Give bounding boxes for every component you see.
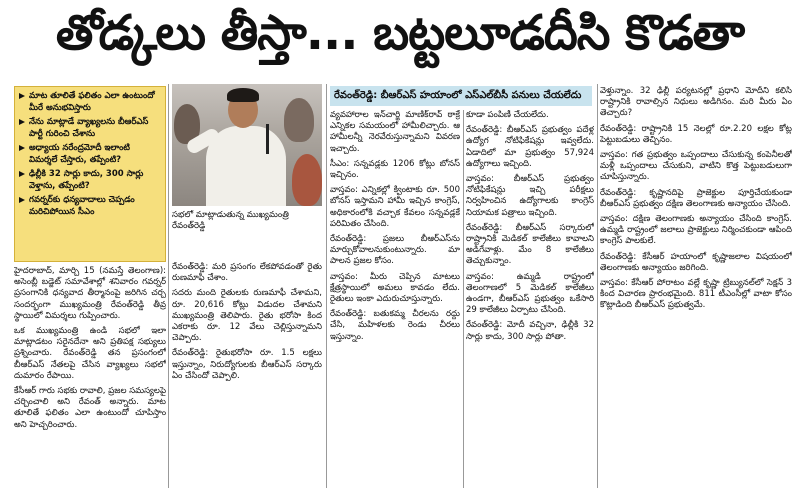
paragraph: వాస్తవం: బీఆర్ఎస్ ప్రభుత్వం నోటిఫికేషన్లు ఇచ్చి పరీక్షలు నిర్వహించిన ఉద్యోగాలకు కాంగ్రెస్ నియామక పత్రాలు ఇచ్చింది. <box>466 174 594 218</box>
highlight-text: మాట తూలితే ఫలితం ఎలా ఉంటుందో మీరే అనుభవిస్తారు <box>29 91 155 113</box>
article-column-5 <box>600 86 792 488</box>
bullet-icon <box>19 119 25 125</box>
article-column-3 <box>330 110 460 488</box>
paragraph: కేసీఆర్ గారు సభకు రావాలి, ప్రజల సమస్యలపై చర్చించాలి అని రేవంత్ అన్నారు. మాట తూలితే ఫలితం ఎలా ఉంటుందో చూపిస్తాం అని హెచ్చరించారు. <box>14 386 166 430</box>
subheading: రేవంత్‌రెడ్డి: బీఆర్ఎస్ హయాంలో ఎస్ఎల్‌బీసీ పనులు చేయలేదు <box>330 86 592 106</box>
highlight-text: గవర్నర్‌కు ధన్యవాదాలు చెప్పడం మరిచిపోయిన సీఎం <box>29 195 135 217</box>
photo-caption: సభలో మాట్లాడుతున్న ముఖ్యమంత్రి రేవంత్‌రెడ్డి <box>172 210 289 231</box>
paragraph: రేవంత్‌రెడ్డి: రైతుభరోసా రూ. 1.5 లక్షలు ఇస్తున్నాం, నిరుద్యోగులకు బీఆర్ఎస్ సర్కారు ఏం చేసిందో చెప్పాలి. <box>172 348 322 381</box>
paragraph: ఒక ముఖ్యమంత్రి ఉండి సభలో ఇలా మాట్లాడటం సరైనదేనా అని ప్రతిపక్ష సభ్యులు ప్రశ్నించారు. రేవంత్‌రెడ్డి తన ప్రసంగంలో బీఆర్ఎస్ నేతలపై చేసిన వ్యాఖ్యలు సభలో దుమారం రేపాయి. <box>14 326 166 381</box>
paragraph: రేవంత్‌రెడ్డి: కేసీఆర్ హయాంలో కృష్ణాజలాల విషయంలో తెలంగాణకు అన్యాయం జరిగింది. <box>600 251 792 273</box>
paragraph: రేవంత్‌రెడ్డి: బీఆర్ఎస్ ప్రభుత్వం పదేళ్ల ఉద్యోగ నోటిఫికేషన్లు ఇవ్వలేదు. ఏడాదిలో మా ప్రభుత్వం 57,924 ఉద్యోగాలు ఇచ్చింది. <box>466 125 594 169</box>
article-column-4 <box>466 110 594 488</box>
highlight-item <box>19 195 161 218</box>
paragraph: హైదరాబాద్, మార్చి 15 (నమస్తే తెలంగాణ): అసెంబ్లీ బడ్జెట్ సమావేశాల్లో శనివారం గవర్నర్ ప్రసంగానికి ధన్యవాద తీర్మానంపై జరిగిన చర్చ సందర్భంగా ముఖ్యమంత్రి రేవంత్‌రెడ్డి తీవ్ర స్థాయిలో విమర్శలు గుప్పించారు. <box>14 266 166 321</box>
paragraph: రేవంత్‌రెడ్డి: మోదీ వచ్చినా, ఢిల్లీకి 32 సార్లు కాదు, 300 సార్లు పోతా. <box>466 320 594 342</box>
paragraph: వాస్తవం: ఉమ్మడి రాష్ట్రంలో తెలంగాణలో 5 మెడికల్ కాలేజీలు ఉండగా, బీఆర్ఎస్ ప్రభుత్వం ఒకేసారి 29 కాలేజీలు ఏర్పాటు చేసింది. <box>466 271 594 316</box>
article-column-2 <box>172 262 322 488</box>
column-divider <box>168 84 169 488</box>
background-person <box>284 98 314 142</box>
bullet-icon <box>19 145 25 151</box>
highlight-text: అధ్యాయ నరేంద్రమోదీ ఇలాంటి విమర్శలే చేస్తారు, తప్పేంటి? <box>29 143 130 165</box>
column-divider <box>326 84 327 488</box>
paragraph: వాస్తవం: ఎన్నికల్లో క్వింటాకు రూ. 500 బోనస్ ఇస్తామని హామీ ఇచ్చిన కాంగ్రెస్, అధికారంలోకి వచ్చాక కేవలం సన్నవడ్లకే పరిమితం చేసింది. <box>330 185 460 229</box>
article-column-1 <box>14 266 166 488</box>
highlight-item <box>19 169 161 192</box>
highlight-item <box>19 143 161 166</box>
bullet-icon <box>19 197 25 203</box>
highlight-text: ఢిల్లీకి 32 సార్లు కాదు, 300 సార్లు వెళ్తాను, తప్పేంటి? <box>29 169 144 191</box>
paragraph: రేవంత్‌రెడ్డి: ప్రజలు బీఆర్ఎస్‌ను మార్చుకోవాలనుకుంటున్నారు. మా పాలన ప్రజల కోసం. <box>330 234 460 267</box>
bullet-icon <box>19 93 25 99</box>
highlight-item <box>19 117 161 140</box>
paragraph: వాస్తవం: మీరు చెప్పిన మాటలు క్షేత్రస్థాయిలో అమలు కావడం లేదు. రైతులు ఇంకా ఎదురుచూస్తున్నారు. <box>330 271 460 305</box>
column-divider <box>597 84 598 488</box>
speaker-hair <box>227 88 259 102</box>
paragraph: వాస్తవం: దక్షిణ తెలంగాణకు అన్యాయం చేసింది కాంగ్రెస్. ఉమ్మడి రాష్ట్రంలో జలాలు ప్రాజెక్టులు నిర్మించకుండా ఆపింది కాంగ్రెస్ పాలకులే. <box>600 214 792 247</box>
paragraph: రేవంత్‌రెడ్డి: కృష్ణానదిపై ప్రాజెక్టుల పూర్తిచేయకుండా బీఆర్ఎస్ ప్రభుత్వం దక్షిణ తెలంగాణకు అన్యాయం చేసింది. <box>600 187 792 209</box>
paragraph: వాస్తవం: కేసీఆర్ పోరాటం వల్లే కృష్ణా ట్రిబ్యునల్‌లో సెక్షన్ 3 కింద విచారణ ప్రారంభమైంది. 811 టీఎంసీల్లో వాటా కోసం కొట్లాడింది బీఆర్ఎస్ ప్రభుత్వమే. <box>600 278 792 311</box>
highlight-item <box>19 91 161 114</box>
column-divider <box>463 110 464 488</box>
highlight-text: నేను మాట్లాడే వ్యాఖ్యలను బీఆర్ఎస్ పార్టీ గురించి చేశాను <box>29 117 149 139</box>
paragraph: వ్యవహారాల ఇన్‌చార్జి మాణిక్‌రావ్ ఠాక్రే ఎన్నికల సమయంలో హామీలిచ్చారు. ఆ హామీలన్నీ నెరవేరుస్తున్నామని వివరణ ఇచ్చారు. <box>330 110 460 154</box>
headline: తోడ్కలు తీస్తా... బట్టలూడదీసి కొడతా <box>55 5 745 61</box>
paragraph: రేవంత్‌రెడ్డి: బతుకమ్మ చీరలను రద్దు చేసి, మహిళలకు రెండు చీరలు ఇస్తున్నాం. <box>330 309 460 342</box>
microphone-icon <box>266 124 269 154</box>
speaker-photo <box>172 84 322 206</box>
paragraph: వాస్తవం: గత ప్రభుత్వం ఒప్పందాలు చేసుకున్న కంపెనీలతో మళ్లీ ఒప్పందాలు చేసుకుని, వాటిని కొత్త పెట్టుబడులుగా చూపిస్తున్నారు. <box>600 150 792 183</box>
highlights-box <box>14 86 166 262</box>
paragraph: రేవంత్‌రెడ్డి: బీఆర్ఎస్ సర్కారులో రాష్ట్రానికి మెడికల్ కాలేజీలు కావాలని అడిగేవాళ్లు. మేం 8 కాలేజీలు తెచ్చుకున్నాం. <box>466 222 594 267</box>
paragraph: వెళ్తున్నాం. 32 ఢిల్లీ పర్యటనల్లో ప్రధాని మోదీని కలిసి రాష్ట్రానికి రావాల్సిన నిధులు అడిగినం. మరి మీరు ఏం తెచ్చారు? <box>600 86 792 119</box>
background-person <box>292 154 322 206</box>
bullet-icon <box>19 171 25 177</box>
paragraph: రేవంత్‌రెడ్డి: రాష్ట్రానికి 15 నెలల్లో రూ.2.20 లక్షల కోట్ల పెట్టుబడులు తెచ్చినం. <box>600 123 792 145</box>
paragraph: సీఎం: సన్నవడ్లకు 1206 కోట్లు బోనస్ ఇచ్చినం. <box>330 158 460 181</box>
paragraph: సదరు మంది రైతులకు రుణమాఫీ చేశామని, రూ. 20,616 కోట్లు విడుదల చేశామని ముఖ్యమంత్రి తెలిపారు. రైతు భరోసా కింద ఎకరాకు రూ. 12 వేలు చెల్లిస్తున్నామని చెప్పారు. <box>172 288 322 344</box>
paragraph: రేవంత్‌రెడ్డి: మరి ప్రసంగం లేకపోవడంతో రైతు రుణమాఫీ చేశాం. <box>172 262 322 284</box>
paragraph: కూడా పంపిణీ చేయలేదు. <box>466 110 549 120</box>
